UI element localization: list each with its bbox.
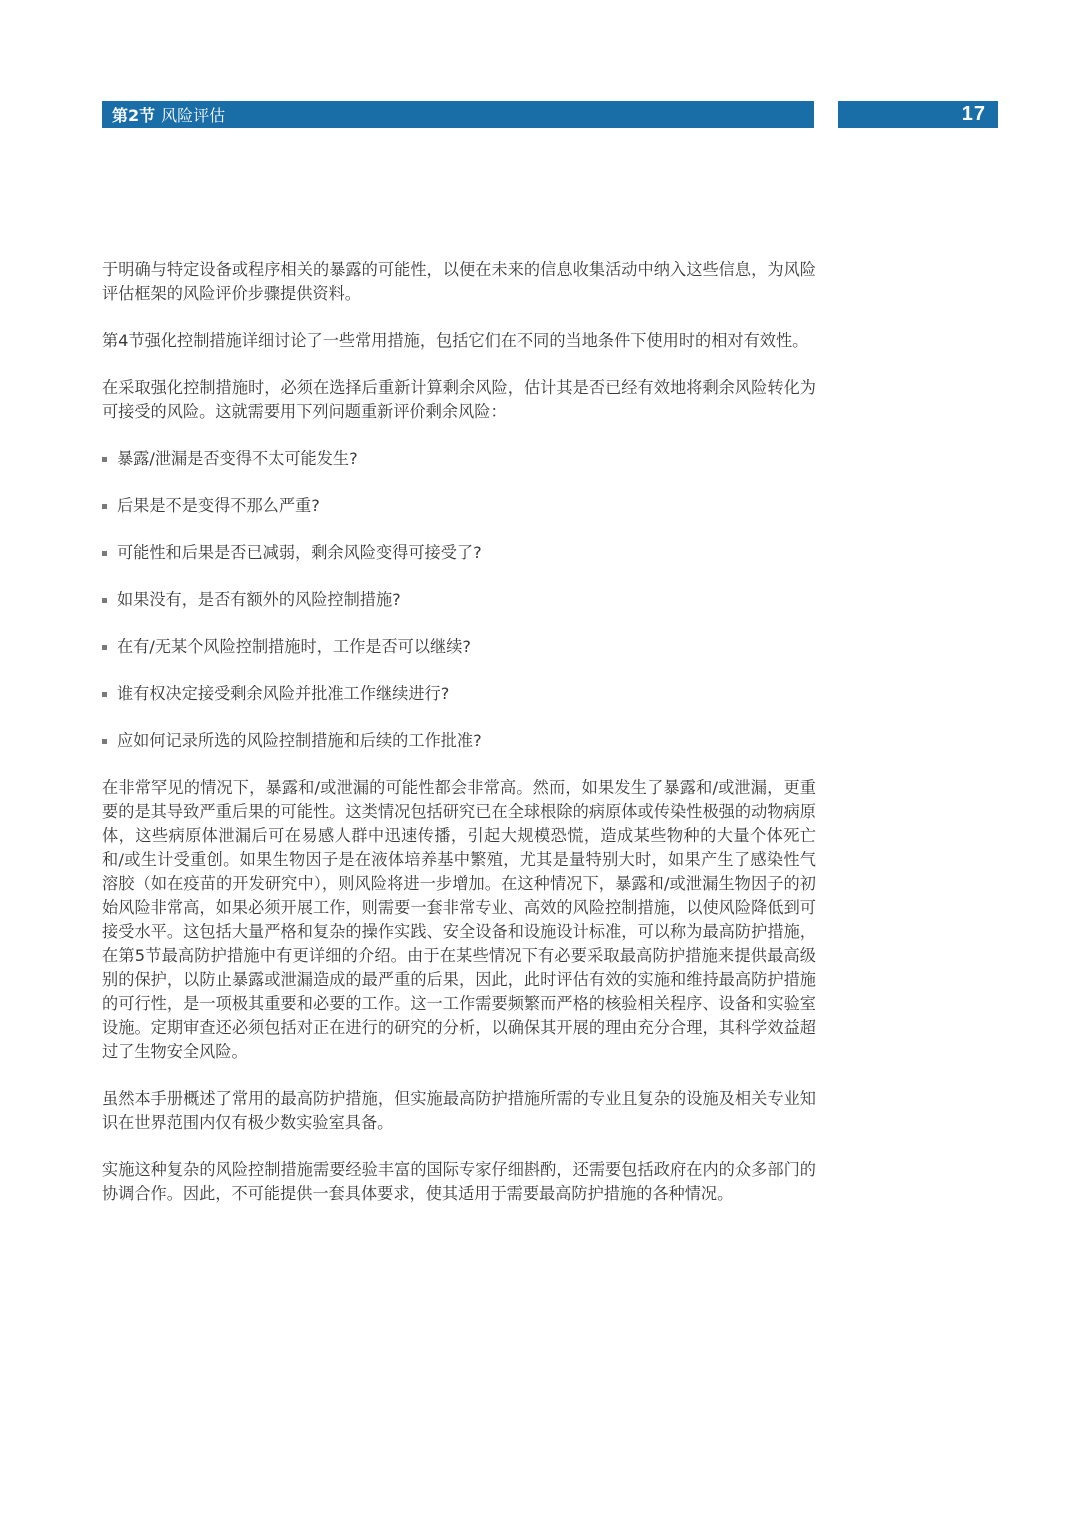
page-body — [102, 258, 816, 1229]
paragraph: 在采取强化控制措施时，必须在选择后重新计算剩余风险，估计其是否已经有效地将剩余风险转化为可接受的风险。这就需要用下列问题重新评价剩余风险： — [102, 378, 816, 421]
bullet-icon — [102, 504, 107, 509]
list-item-text: 应如何记录所选的风险控制措施和后续的工作批准? — [117, 731, 482, 750]
list-item-text: 后果是不是变得不那么严重? — [117, 496, 320, 515]
paragraph: 于明确与特定设备或程序相关的暴露的可能性，以便在未来的信息收集活动中纳入这些信息，为风险评估框架的风险评价步骤提供资料。 — [102, 260, 816, 303]
list-item — [102, 447, 816, 471]
section-title: 风险评估 — [161, 106, 226, 125]
question-list — [102, 447, 816, 753]
section-header-bar — [102, 101, 814, 128]
bullet-icon — [102, 457, 107, 462]
list-item — [102, 541, 816, 565]
paragraph: 虽然本手册概述了常用的最高防护措施，但实施最高防护措施所需的专业且复杂的设施及相关专业知识在世界范围内仅有极少数实验室具备。 — [102, 1089, 816, 1132]
list-item-text: 如果没有，是否有额外的风险控制措施? — [117, 590, 401, 609]
list-item — [102, 494, 816, 518]
list-item-text: 谁有权决定接受剩余风险并批准工作继续进行? — [117, 684, 450, 703]
list-item — [102, 729, 816, 753]
list-item — [102, 635, 816, 659]
paragraph: 实施这种复杂的风险控制措施需要经验丰富的国际专家仔细斟酌，还需要包括政府在内的众多部门的协调合作。因此，不可能提供一套具体要求，使其适用于需要最高防护措施的各种情况。 — [102, 1160, 816, 1203]
page-number: 17 — [961, 103, 986, 125]
bullet-icon — [102, 645, 107, 650]
list-item-text: 在有/无某个风险控制措施时，工作是否可以继续? — [117, 637, 471, 656]
paragraph: 在非常罕见的情况下，暴露和/或泄漏的可能性都会非常高。然而，如果发生了暴露和/或泄漏，更重要的是其导致严重后果的可能性。这类情况包括研究已在全球根除的病原体或传染性极强的动物病原体，这些病原体泄漏后可在易感人群中迅速传播，引起大规模恐慌，造成某些物种的大量个体死亡和/或生计受重创。如果生物因子是在液体培养基中繁殖，尤其是量特别大时，如果产生了感染性气溶胶（如在疫苗的开发研究中），则风险将进一步增加。在这种情况下，暴露和/或泄漏生物因子的初始风险非常高，如果必须开展工作，则需要一套非常专业、高效的风险控制措施，以使风险降低到可接受水平。这包括大量严格和复杂的操作实践、安全设备和设施设计标准，可以称为最高防护措施，在第5节最高防护措施中有更详细的介绍。由于在某些情况下有必要采取最高防护措施来提供最高级别的保护，以防止暴露或泄漏造成的最严重的后果，因此，此时评估有效的实施和维持最高防护措施的可行性，是一项极其重要和必要的工作。这一工作需要频繁而严格的核验相关程序、设备和实验室设施。定期审查还必须包括对正在进行的研究的分析，以确保其开展的理由充分合理，其科学效益超过了生物安全风险。 — [102, 778, 816, 1061]
bullet-icon — [102, 692, 107, 697]
list-item-text: 暴露/泄漏是否变得不太可能发生? — [117, 449, 358, 468]
list-item — [102, 682, 816, 706]
list-item-text: 可能性和后果是否已减弱，剩余风险变得可接受了? — [117, 543, 482, 562]
bullet-icon — [102, 598, 107, 603]
list-item — [102, 588, 816, 612]
bullet-icon — [102, 739, 107, 744]
section-number: 第2节 — [112, 106, 156, 125]
page-number-box — [838, 101, 998, 128]
paragraph: 第4节强化控制措施详细讨论了一些常用措施，包括它们在不同的当地条件下使用时的相对有效性。 — [102, 331, 809, 350]
bullet-icon — [102, 551, 107, 556]
